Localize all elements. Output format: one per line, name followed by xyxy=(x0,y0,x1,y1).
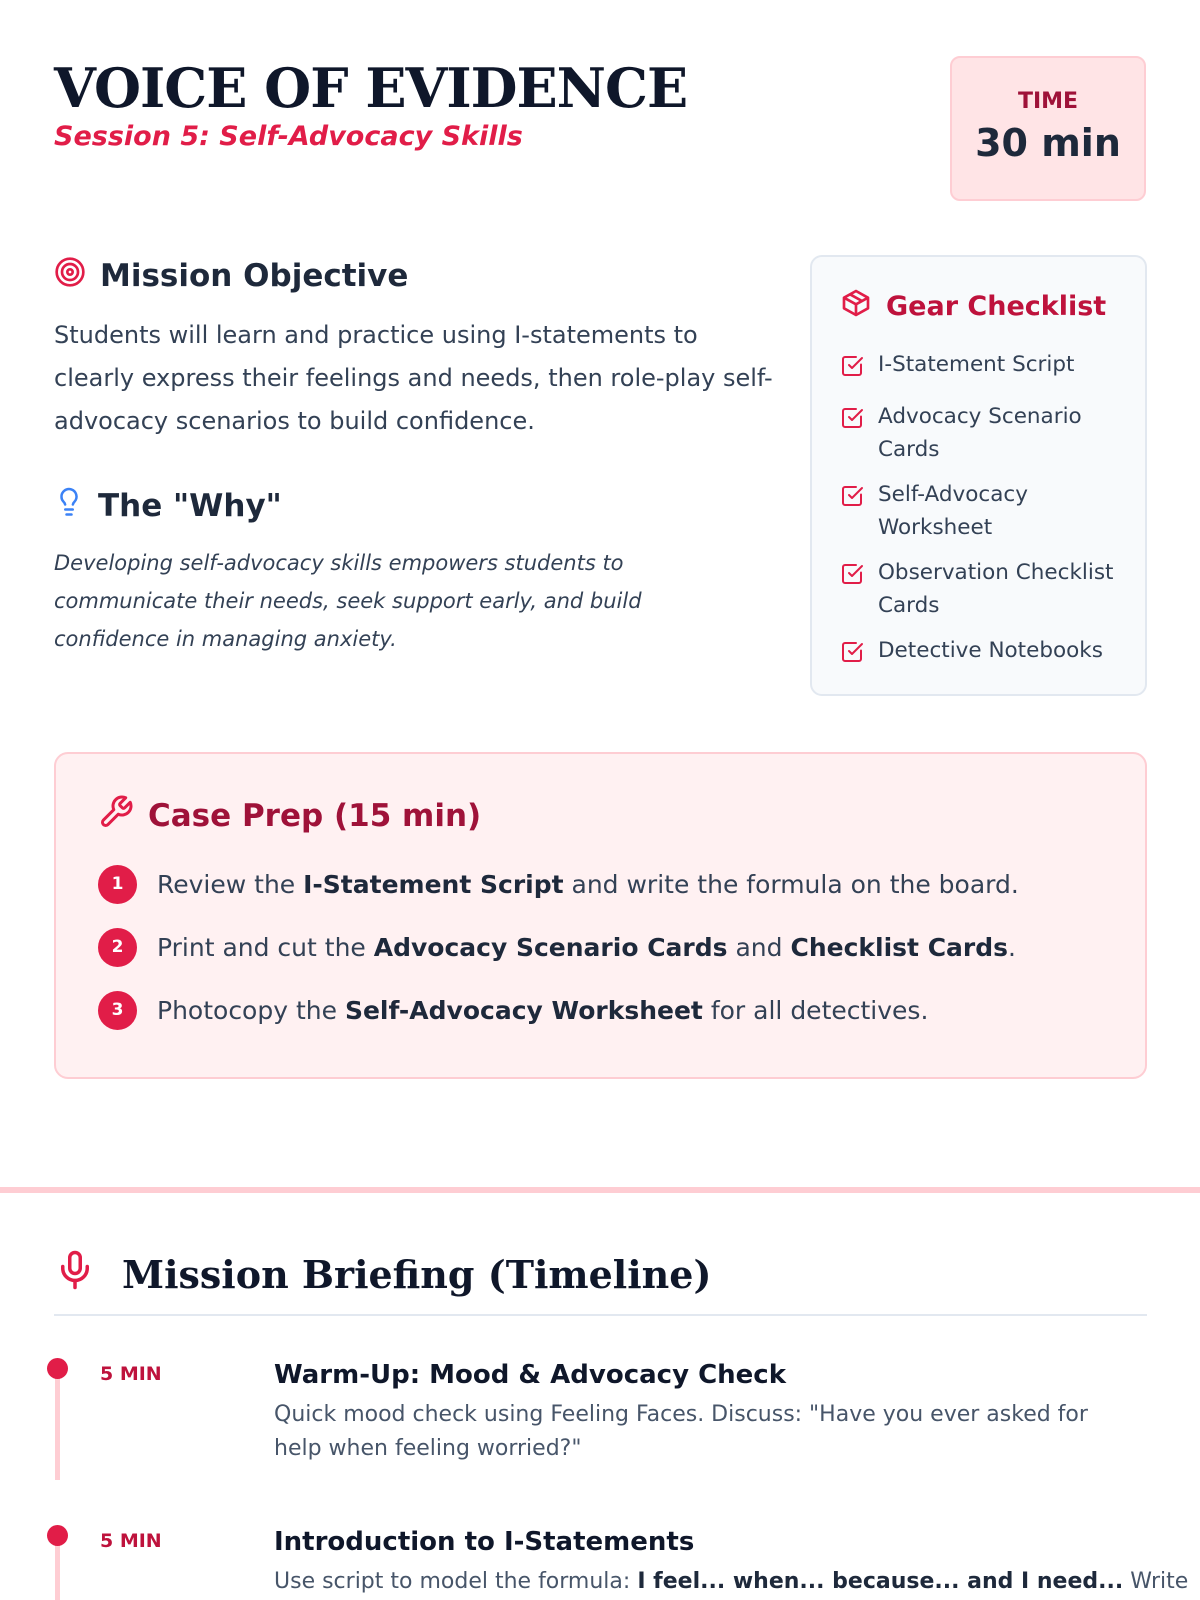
mission-briefing-heading: Mission Briefing (Timeline) xyxy=(122,1251,712,1297)
timeline-duration: 5 MIN xyxy=(100,1363,162,1385)
why-section xyxy=(54,486,734,658)
timeline-line xyxy=(55,1368,60,1480)
step-text: Photocopy the Self-Advocacy Worksheet for all detectives. xyxy=(157,995,929,1025)
timeline-title: Warm-Up: Mood & Advocacy Check xyxy=(274,1360,787,1390)
gear-item xyxy=(840,348,1130,388)
step-text: Print and cut the Advocacy Scenario Cards and Checklist Cards. xyxy=(157,932,1016,962)
section-divider xyxy=(0,1187,1200,1193)
step-number: 1 xyxy=(98,865,137,904)
gear-item-label: Observation Checklist Cards xyxy=(878,560,1114,618)
checkbox-checked-icon xyxy=(840,406,864,440)
time-badge xyxy=(950,56,1146,201)
gear-item-label: Detective Notebooks xyxy=(878,638,1103,663)
gear-list xyxy=(840,348,1145,674)
gear-item-label: I-Statement Script xyxy=(878,352,1075,377)
case-prep-card xyxy=(54,752,1147,1079)
target-icon xyxy=(54,256,86,296)
page-title: VOICE OF EVIDENCE xyxy=(54,56,688,120)
package-icon xyxy=(840,287,872,326)
gear-item-label: Self-Advocacy Worksheet xyxy=(878,482,1028,540)
timeline-description: Quick mood check using Feeling Faces. Discuss: "Have you ever asked for help when feeling worried?" xyxy=(274,1402,1088,1461)
case-prep-steps xyxy=(98,864,1145,1030)
timeline-title: Introduction to I-Statements xyxy=(274,1527,695,1557)
mission-objective-text: Students will learn and practice using I-statements to clearly express their feelings and needs, then role-play self-advocacy scenarios to build confidence. xyxy=(54,321,773,435)
checkbox-checked-icon xyxy=(840,562,864,596)
prep-step xyxy=(98,927,1145,967)
timeline-item xyxy=(54,1358,1147,1508)
checkbox-checked-icon xyxy=(840,354,864,388)
mission-objective-heading: Mission Objective xyxy=(100,258,409,294)
timeline-item xyxy=(54,1525,1189,1600)
gear-item xyxy=(840,478,1130,544)
prep-step xyxy=(98,990,1145,1030)
step-number: 2 xyxy=(98,928,137,967)
lightbulb-icon xyxy=(54,486,84,526)
why-text: Developing self-advocacy skills empowers students to communicate their needs, seek support early, and build confidence in managing anxiety. xyxy=(54,551,642,651)
mission-briefing-section xyxy=(54,1248,1147,1316)
gear-item xyxy=(840,556,1130,622)
session-subtitle: Session 5: Self-Advocacy Skills xyxy=(54,121,523,152)
timeline-dot xyxy=(47,1525,68,1546)
why-heading: The "Why" xyxy=(98,488,282,524)
step-text: Review the I-Statement Script and write the formula on the board. xyxy=(157,869,1019,899)
microphone-icon xyxy=(54,1249,96,1300)
wrench-icon xyxy=(98,794,134,838)
step-number: 3 xyxy=(98,991,137,1030)
time-value: 30 min xyxy=(975,121,1121,165)
timeline-duration: 5 MIN xyxy=(100,1530,162,1552)
header xyxy=(54,56,1146,201)
gear-item xyxy=(840,400,1130,466)
gear-item-label: Advocacy Scenario Cards xyxy=(878,404,1082,462)
time-label: TIME xyxy=(1017,89,1079,114)
timeline-description: Use script to model the formula: I feel... when... because... and I need... Write xyxy=(274,1569,1189,1594)
gear-item xyxy=(840,634,1130,674)
gear-checklist-heading: Gear Checklist xyxy=(886,291,1107,322)
prep-step xyxy=(98,864,1145,904)
checkbox-checked-icon xyxy=(840,640,864,674)
timeline-dot xyxy=(47,1358,68,1379)
case-prep-heading: Case Prep (15 min) xyxy=(148,798,482,834)
mission-objective-section xyxy=(54,256,774,443)
checkbox-checked-icon xyxy=(840,484,864,518)
gear-checklist xyxy=(810,255,1147,696)
